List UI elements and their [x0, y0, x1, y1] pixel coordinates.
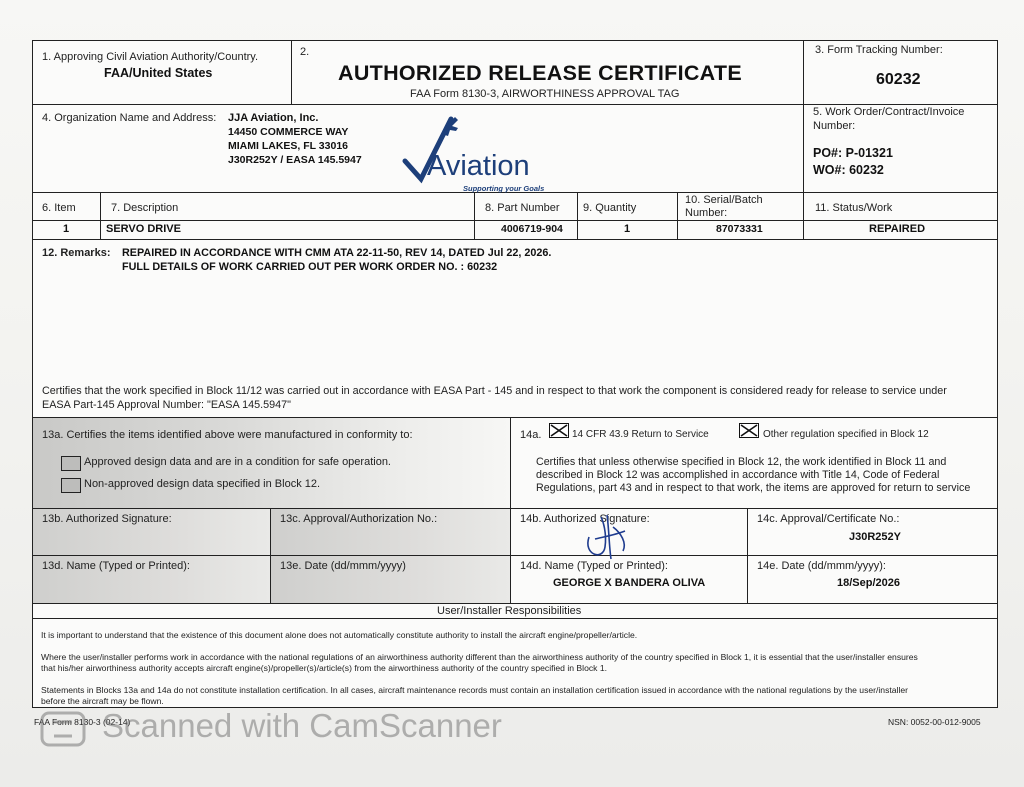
resp-paragraph-3a: Statements in Blocks 13a and 14a do not constitute installation certification. In all cases, aircraft maintenance records must contain an installation certification issued in accordance with the national regulations by the user/installer: [41, 685, 909, 695]
block-1-label: 1. Approving Civil Aviation Authority/Country.: [42, 51, 259, 63]
header-description: 7. Description: [101, 193, 475, 221]
responsibilities-body: [33, 619, 997, 707]
header-item: 6. Item: [33, 193, 101, 221]
block-13c: 13c. Approval/Authorization No.:: [271, 509, 511, 556]
header-quantity: 9. Quantity: [578, 193, 678, 221]
form-tracking-number: 60232: [876, 71, 921, 88]
block-14a: [511, 418, 997, 509]
purchase-order: PO#: P-01321: [813, 146, 893, 160]
block-3: [804, 41, 997, 105]
resp-paragraph-2a: Where the user/installer performs work in accordance with the national regulations of an airworthiness authority different than the airworthiness authority of the country specified in Block 1, it is essential that the user/installer ensures: [41, 652, 918, 662]
block-13e: 13e. Date (dd/mmm/yyyy): [271, 556, 511, 604]
block-5-label: 5. Work Order/Contract/Invoice: [813, 106, 965, 118]
block-14e: 14e. Date (dd/mmm/yyyy): 18/Sep/2026: [748, 556, 997, 604]
block-14a-label: 14a.: [520, 429, 542, 441]
release-date: 18/Sep/2026: [837, 577, 900, 589]
nsn-footer: NSN: 0052-00-012-9005: [888, 717, 981, 727]
org-name: JJA Aviation, Inc.: [228, 112, 319, 124]
remarks-line-1: REPAIRED IN ACCORDANCE WITH CMM ATA 22-11-50, REV 14, DATED Jul 22, 2026.: [122, 247, 552, 259]
block-4: [33, 105, 804, 193]
camscanner-watermark: [40, 707, 560, 755]
row-serial: 87073331: [678, 221, 804, 240]
block-12-remarks: [33, 240, 997, 418]
logo-wordmark: Aviation: [427, 150, 530, 182]
block-13a-label: 13a. Certifies the items identified above were manufactured in conformity to:: [42, 429, 413, 441]
responsibilities-header: [33, 604, 997, 619]
release-certificate-form: [32, 40, 998, 708]
other-regulation-checkbox[interactable]: [739, 423, 759, 438]
block-5-label-2: Number:: [813, 120, 856, 132]
certificate-title: AUTHORIZED RELEASE CERTIFICATE: [338, 61, 742, 85]
resp-paragraph-1: It is important to understand that the existence of this document alone does not automatically constitute authority to install the aircraft engine/propeller/article.: [41, 630, 638, 640]
block-14c: 14c. Approval/Certificate No.: J30R252Y: [748, 509, 997, 556]
row-status: REPAIRED: [804, 221, 997, 240]
remarks-label: 12. Remarks:: [42, 247, 111, 259]
approved-design-label: Approved design data and are in a condition for safe operation.: [84, 456, 391, 468]
org-address-city: MIAMI LAKES, FL 33016: [228, 140, 349, 152]
row-part-number: 4006719-904: [475, 221, 578, 240]
other-regulation-label: Other regulation specified in Block 12: [763, 429, 929, 440]
block-14a-text-1: Certifies that unless otherwise specified in Block 12, the work identified in Block 11 and: [536, 456, 947, 468]
approving-authority: FAA/United States: [104, 66, 213, 80]
block-5: [804, 105, 997, 193]
row-quantity: 1: [578, 221, 678, 240]
row-item: 1: [33, 221, 101, 240]
remarks-line-2: FULL DETAILS OF WORK CARRIED OUT PER WORK ORDER NO. : 60232: [122, 261, 498, 273]
company-logo: [401, 113, 561, 191]
block-13b: 13b. Authorized Signature:: [33, 509, 271, 556]
remarks-cert-2: EASA Part-145 Approval Number: "EASA 145.5947": [42, 399, 291, 411]
logo-tagline: Supporting your Goals: [463, 184, 545, 193]
non-approved-design-label: Non-approved design data specified in Block 12.: [84, 478, 321, 490]
work-order: WO#: 60232: [813, 163, 884, 177]
block-14a-text-3: Regulations, part 43 and in respect to that work, the items are approved for return to service: [536, 482, 971, 494]
block-4-label: 4. Organization Name and Address:: [42, 112, 217, 124]
org-address-street: 14450 COMMERCE WAY: [228, 126, 349, 138]
block-3-label: 3. Form Tracking Number:: [815, 44, 943, 56]
resp-paragraph-3b: before the aircraft may be flown.: [41, 696, 164, 706]
resp-paragraph-2b: that his/her airworthiness authority accepts aircraft engine(s)/propeller(s)/article(s) from the airworthiness authority of the country specified in Block 1.: [41, 663, 607, 673]
block-14b: 14b. Authorized Signature:: [511, 509, 748, 556]
cfr-43-9-checkbox[interactable]: [549, 423, 569, 438]
responsibilities-title: User/Installer Responsibilities: [437, 605, 582, 617]
header-status: 11. Status/Work: [804, 193, 997, 221]
header-serial: 10. Serial/Batch Number:: [678, 193, 804, 221]
row-description: SERVO DRIVE: [101, 221, 475, 240]
camscanner-logo-icon: [40, 711, 86, 747]
certificate-subtitle: FAA Form 8130-3, AIRWORTHINESS APPROVAL TAG: [410, 88, 680, 100]
block-14a-text-2: described in Block 12 was accomplished in accordance with Title 14, Code of Federal: [536, 469, 940, 481]
block-13a: [33, 418, 511, 509]
watermark-text: Scanned with CamScanner: [102, 707, 502, 744]
remarks-cert-1: Certifies that the work specified in Block 11/12 was carried out in accordance with EASA Part - 145 and in respect to that work the component is considered ready for release to service under: [42, 385, 947, 397]
form-number-footer: FAA Form 8130-3 (02-14): [34, 717, 131, 727]
signer-name: GEORGE X BANDERA OLIVA: [553, 577, 706, 589]
cfr-43-9-label: 14 CFR 43.9 Return to Service: [572, 429, 709, 440]
header-part-number: 8. Part Number: [475, 193, 578, 221]
block-14d: 14d. Name (Typed or Printed): GEORGE X BANDERA OLIVA: [511, 556, 748, 604]
org-approval-numbers: J30R252Y / EASA 145.5947: [228, 154, 362, 166]
block-1: [33, 41, 292, 105]
non-approved-design-checkbox[interactable]: [61, 478, 81, 493]
approved-design-checkbox[interactable]: [61, 456, 81, 471]
block-2-label: 2.: [300, 46, 310, 58]
block-13d: 13d. Name (Typed or Printed):: [33, 556, 271, 604]
certificate-number: J30R252Y: [849, 531, 901, 543]
block-2: [292, 41, 804, 105]
